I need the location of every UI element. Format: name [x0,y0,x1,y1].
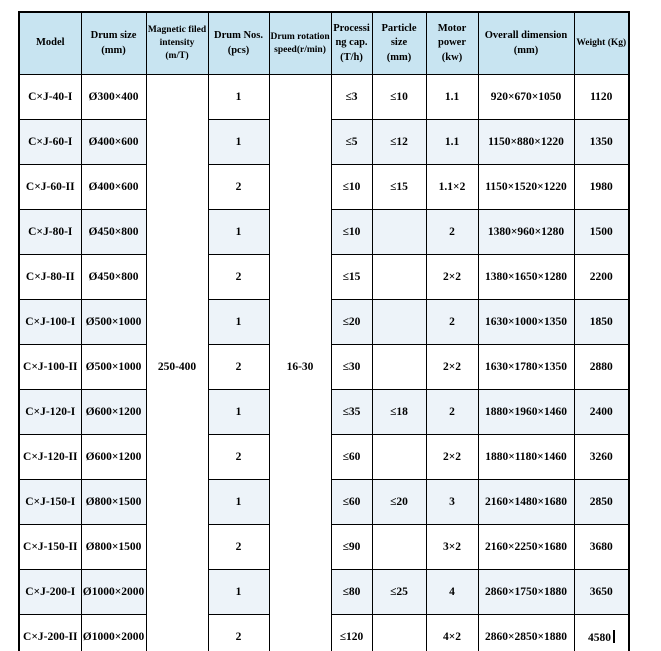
cell-drum-size[interactable]: Ø1000×2000 [81,615,146,651]
col-header-particle: Particle size (mm) [372,12,426,75]
table-row [19,75,629,120]
cell-drum-nos[interactable]: 1 [208,300,269,345]
spec-table [18,11,630,651]
cell-drum-nos[interactable]: 1 [208,120,269,165]
cell-drum-size[interactable]: Ø300×400 [81,75,146,120]
cell-weight[interactable]: 1350 [574,120,629,165]
cell-motor-power[interactable]: 1.1 [426,120,478,165]
col-header-magnetic: Magnetic filed intensity (m/T) [146,12,208,75]
cell-weight[interactable]: 3650 [574,570,629,615]
cell-weight[interactable]: 2880 [574,345,629,390]
cell-motor-power[interactable]: 4 [426,570,478,615]
cell-processing-cap[interactable]: ≤15 [331,255,372,300]
cell-drum-nos[interactable]: 2 [208,255,269,300]
cell-particle-size[interactable] [372,300,426,345]
cell-model[interactable]: C×J-60-II [19,165,81,210]
cell-motor-power[interactable]: 2 [426,390,478,435]
cell-model[interactable]: C×J-120-I [19,390,81,435]
cell-processing-cap[interactable]: ≤90 [331,525,372,570]
cell-overall-dimension[interactable]: 2160×1480×1680 [478,480,574,525]
cell-model[interactable]: C×J-60-I [19,120,81,165]
cell-weight[interactable]: 1980 [574,165,629,210]
cell-weight[interactable]: 4580 [574,615,629,651]
cell-processing-cap[interactable]: ≤60 [331,435,372,480]
cell-drum-nos[interactable]: 2 [208,615,269,651]
cell-particle-size[interactable] [372,255,426,300]
cell-overall-dimension[interactable]: 1380×1650×1280 [478,255,574,300]
cell-processing-cap[interactable]: ≤20 [331,300,372,345]
cell-drum-nos[interactable]: 2 [208,435,269,480]
cell-motor-power[interactable]: 1.1×2 [426,165,478,210]
cell-overall-dimension[interactable]: 1880×1180×1460 [478,435,574,480]
cell-drum-size[interactable]: Ø400×600 [81,165,146,210]
cell-processing-cap[interactable]: ≤80 [331,570,372,615]
cell-processing-cap[interactable]: ≤60 [331,480,372,525]
col-header-drum_nos: Drum Nos. (pcs) [208,12,269,75]
text-cursor [613,630,615,643]
cell-processing-cap[interactable]: ≤10 [331,165,372,210]
cell-rotation-speed[interactable]: 16-30 [269,75,331,651]
cell-motor-power[interactable]: 1.1 [426,75,478,120]
col-header-weight: Weight (Kg) [574,12,629,75]
cell-drum-size[interactable]: Ø600×1200 [81,390,146,435]
cell-particle-size[interactable]: ≤20 [372,480,426,525]
col-header-rotation: Drum rotation speed(r/min) [269,12,331,75]
col-header-drum_size: Drum size (mm) [81,12,146,75]
cell-drum-nos[interactable]: 1 [208,390,269,435]
cell-motor-power[interactable]: 2×2 [426,345,478,390]
cell-particle-size[interactable] [372,525,426,570]
cell-processing-cap[interactable]: ≤30 [331,345,372,390]
cell-overall-dimension[interactable]: 1630×1000×1350 [478,300,574,345]
cell-model[interactable]: C×J-200-II [19,615,81,651]
cell-drum-nos[interactable]: 1 [208,75,269,120]
cell-model[interactable]: C×J-40-I [19,75,81,120]
cell-drum-size[interactable]: Ø500×1000 [81,300,146,345]
cell-drum-size[interactable]: Ø1000×2000 [81,570,146,615]
cell-overall-dimension[interactable]: 2160×2250×1680 [478,525,574,570]
col-header-model: Model [19,12,81,75]
col-header-overall: Overall dimension (mm) [478,12,574,75]
cell-model[interactable]: C×J-100-I [19,300,81,345]
cell-drum-size[interactable]: Ø600×1200 [81,435,146,480]
cell-model[interactable]: C×J-100-II [19,345,81,390]
cell-magnetic-intensity[interactable]: 250-400 [146,75,208,651]
cell-overall-dimension[interactable]: 2860×2850×1880 [478,615,574,651]
cell-particle-size[interactable]: ≤12 [372,120,426,165]
cell-drum-size[interactable]: Ø400×600 [81,120,146,165]
cell-processing-cap[interactable]: ≤35 [331,390,372,435]
cell-model[interactable]: C×J-150-I [19,480,81,525]
cell-particle-size[interactable]: ≤10 [372,75,426,120]
cell-model[interactable]: C×J-200-I [19,570,81,615]
cell-weight[interactable]: 1500 [574,210,629,255]
cell-drum-nos[interactable]: 1 [208,570,269,615]
cell-motor-power[interactable]: 3 [426,480,478,525]
cell-weight[interactable]: 1120 [574,75,629,120]
cell-overall-dimension[interactable]: 1630×1780×1350 [478,345,574,390]
col-header-processing: Processi ng cap. (T/h) [331,12,372,75]
cell-weight[interactable]: 2200 [574,255,629,300]
header-row [19,12,629,75]
cell-motor-power[interactable]: 2×2 [426,435,478,480]
cell-processing-cap[interactable]: ≤120 [331,615,372,651]
cell-particle-size[interactable]: ≤18 [372,390,426,435]
cell-drum-nos[interactable]: 1 [208,480,269,525]
cell-processing-cap[interactable]: ≤5 [331,120,372,165]
cell-particle-size[interactable]: ≤25 [372,570,426,615]
cell-drum-nos[interactable]: 2 [208,525,269,570]
cell-weight[interactable]: 3680 [574,525,629,570]
cell-motor-power[interactable]: 2 [426,300,478,345]
cell-model[interactable]: C×J-150-II [19,525,81,570]
cell-drum-size[interactable]: Ø800×1500 [81,480,146,525]
cell-particle-size[interactable] [372,615,426,651]
cell-drum-size[interactable]: Ø500×1000 [81,345,146,390]
cell-drum-nos[interactable]: 1 [208,210,269,255]
cell-particle-size[interactable] [372,345,426,390]
cell-drum-size[interactable]: Ø450×800 [81,255,146,300]
cell-model[interactable]: C×J-80-II [19,255,81,300]
cell-motor-power[interactable]: 2 [426,210,478,255]
cell-weight[interactable]: 2850 [574,480,629,525]
cell-weight[interactable]: 1850 [574,300,629,345]
table-body [19,75,629,651]
cell-overall-dimension[interactable]: 1150×1520×1220 [478,165,574,210]
cell-particle-size[interactable]: ≤15 [372,165,426,210]
cell-processing-cap[interactable]: ≤10 [331,210,372,255]
cell-weight[interactable]: 2400 [574,390,629,435]
cell-motor-power[interactable]: 3×2 [426,525,478,570]
cell-motor-power[interactable]: 4×2 [426,615,478,651]
cell-drum-size[interactable]: Ø450×800 [81,210,146,255]
cell-particle-size[interactable] [372,435,426,480]
cell-overall-dimension[interactable]: 2860×1750×1880 [478,570,574,615]
cell-overall-dimension[interactable]: 1380×960×1280 [478,210,574,255]
cell-overall-dimension[interactable]: 1150×880×1220 [478,120,574,165]
cell-drum-size[interactable]: Ø800×1500 [81,525,146,570]
cell-model[interactable]: C×J-120-II [19,435,81,480]
cell-motor-power[interactable]: 2×2 [426,255,478,300]
cell-overall-dimension[interactable]: 920×670×1050 [478,75,574,120]
cell-overall-dimension[interactable]: 1880×1960×1460 [478,390,574,435]
cell-drum-nos[interactable]: 2 [208,345,269,390]
cell-particle-size[interactable] [372,210,426,255]
cell-weight[interactable]: 3260 [574,435,629,480]
cell-model[interactable]: C×J-80-I [19,210,81,255]
col-header-motor: Motor power (kw) [426,12,478,75]
cell-drum-nos[interactable]: 2 [208,165,269,210]
cell-processing-cap[interactable]: ≤3 [331,75,372,120]
